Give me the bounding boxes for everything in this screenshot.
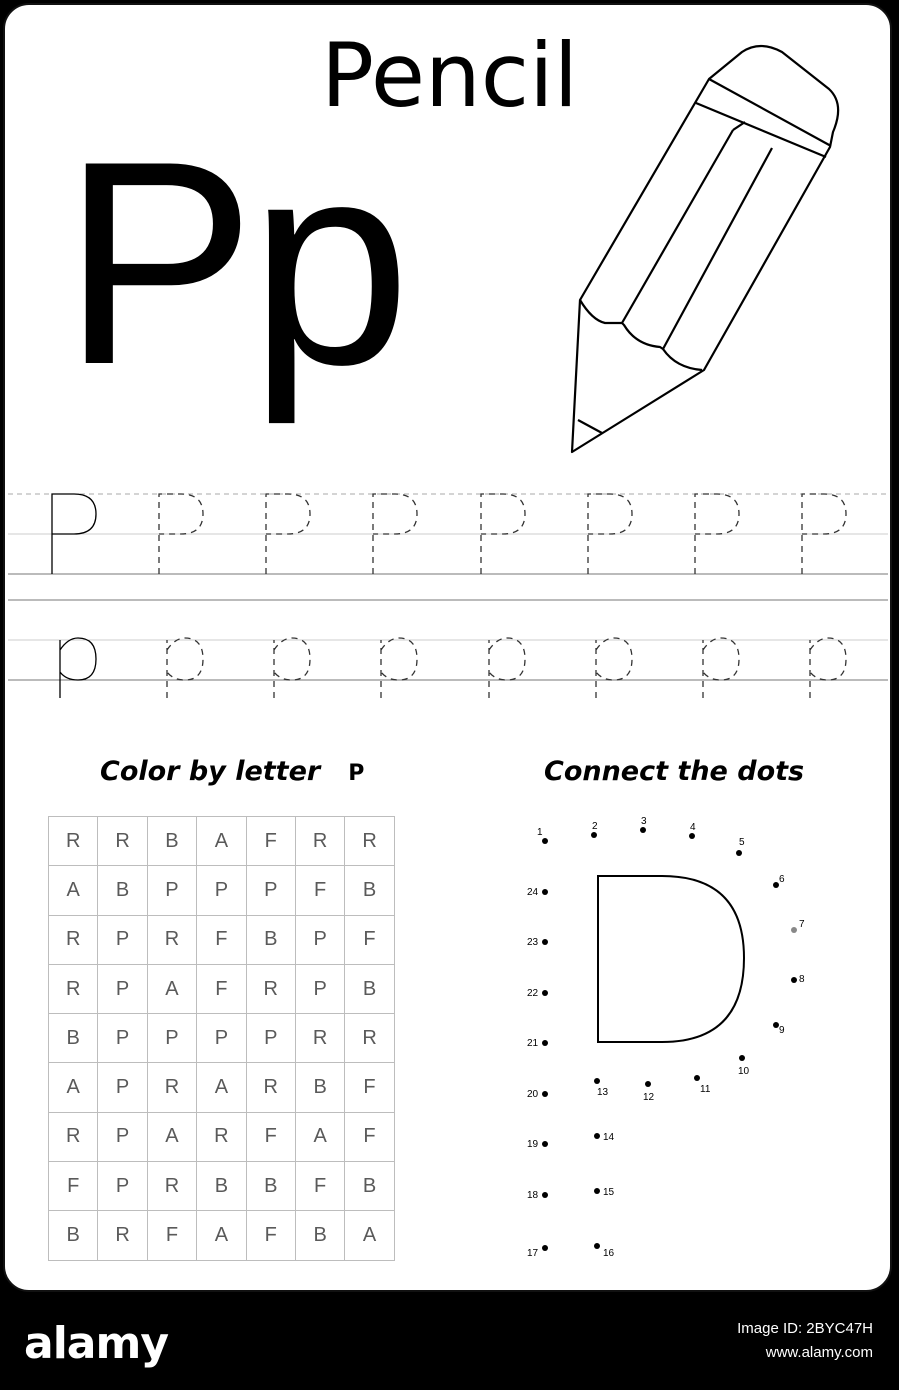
- dot-label: 11: [700, 1084, 711, 1095]
- grid-cell[interactable]: F: [345, 1063, 394, 1112]
- tracing-area: [0, 470, 899, 710]
- grid-cell[interactable]: R: [49, 817, 98, 866]
- grid-row: [49, 866, 395, 915]
- dot-label: 23: [527, 937, 539, 948]
- grid-cell[interactable]: F: [246, 1211, 295, 1260]
- grid-row: [49, 915, 395, 964]
- dot-label: 14: [603, 1132, 615, 1143]
- grid-cell[interactable]: F: [345, 915, 394, 964]
- grid-cell[interactable]: P: [98, 1014, 147, 1063]
- grid-cell[interactable]: F: [197, 915, 246, 964]
- grid-cell[interactable]: R: [49, 964, 98, 1013]
- watermark-footer: [0, 1296, 899, 1390]
- grid-cell[interactable]: R: [147, 1162, 196, 1211]
- dot-label: 2: [592, 821, 598, 832]
- dot-label: 15: [603, 1187, 615, 1198]
- grid-row: [49, 1063, 395, 1112]
- dot-label: 18: [527, 1190, 539, 1201]
- grid-cell[interactable]: R: [246, 1063, 295, 1112]
- lowercase-trace-glyph: [596, 638, 632, 698]
- grid-cell[interactable]: B: [197, 1162, 246, 1211]
- dot-label: 10: [738, 1066, 750, 1077]
- pencil-illustration: [560, 40, 860, 460]
- grid-cell[interactable]: P: [295, 964, 344, 1013]
- color-by-letter-heading: [100, 756, 364, 787]
- grid-cell[interactable]: B: [345, 866, 394, 915]
- lowercase-tracing-row: [60, 638, 846, 698]
- grid-cell[interactable]: F: [295, 1162, 344, 1211]
- dot-label: 4: [690, 822, 696, 833]
- grid-cell[interactable]: P: [197, 1014, 246, 1063]
- grid-row: [49, 964, 395, 1013]
- color-target-letter: P: [348, 761, 365, 786]
- grid-cell[interactable]: B: [147, 817, 196, 866]
- lowercase-trace-glyph: [703, 638, 739, 698]
- grid-cell[interactable]: F: [295, 866, 344, 915]
- lowercase-trace-glyph: [60, 638, 96, 698]
- grid-cell[interactable]: P: [98, 964, 147, 1013]
- grid-cell[interactable]: F: [246, 817, 295, 866]
- lowercase-trace-glyph: [274, 638, 310, 698]
- grid-cell[interactable]: A: [197, 817, 246, 866]
- lowercase-trace-glyph: [489, 638, 525, 698]
- grid-cell[interactable]: A: [147, 1112, 196, 1161]
- grid-cell[interactable]: F: [49, 1162, 98, 1211]
- grid-cell[interactable]: A: [197, 1211, 246, 1260]
- grid-cell[interactable]: P: [147, 866, 196, 915]
- grid-cell[interactable]: P: [197, 866, 246, 915]
- dot-label: 8: [799, 974, 805, 985]
- grid-cell[interactable]: A: [49, 1063, 98, 1112]
- image-id: Image ID: 2BYC47H: [737, 1320, 873, 1337]
- grid-cell[interactable]: A: [147, 964, 196, 1013]
- grid-cell[interactable]: B: [49, 1211, 98, 1260]
- grid-cell[interactable]: P: [98, 1162, 147, 1211]
- grid-cell[interactable]: R: [197, 1112, 246, 1161]
- grid-cell[interactable]: P: [98, 1063, 147, 1112]
- grid-cell[interactable]: B: [246, 1162, 295, 1211]
- grid-cell[interactable]: R: [345, 817, 394, 866]
- color-by-letter-title: Color by letter: [100, 756, 321, 787]
- grid-cell[interactable]: R: [345, 1014, 394, 1063]
- grid-cell[interactable]: R: [147, 915, 196, 964]
- grid-cell[interactable]: P: [246, 866, 295, 915]
- grid-cell[interactable]: B: [345, 1162, 394, 1211]
- grid-row: [49, 1211, 395, 1260]
- grid-cell[interactable]: P: [295, 915, 344, 964]
- dot-label: 12: [643, 1092, 655, 1103]
- letter-pair: Pp: [62, 101, 405, 425]
- grid-cell[interactable]: B: [295, 1063, 344, 1112]
- dot-label: 5: [739, 837, 745, 848]
- grid-cell[interactable]: B: [295, 1211, 344, 1260]
- grid-cell[interactable]: A: [49, 866, 98, 915]
- grid-cell[interactable]: A: [345, 1211, 394, 1260]
- dot-label: 7: [799, 919, 805, 930]
- dot-label: 13: [597, 1087, 609, 1098]
- grid-cell[interactable]: P: [98, 915, 147, 964]
- dot-label: 16: [603, 1248, 615, 1259]
- grid-cell[interactable]: A: [295, 1112, 344, 1161]
- lowercase-trace-glyph: [381, 638, 417, 698]
- grid-row: [49, 1162, 395, 1211]
- grid-row: [49, 1014, 395, 1063]
- grid-row: [49, 817, 395, 866]
- grid-cell[interactable]: P: [98, 1112, 147, 1161]
- grid-cell[interactable]: R: [147, 1063, 196, 1112]
- grid-cell[interactable]: F: [345, 1112, 394, 1161]
- connect-dots-title: Connect the dots: [544, 756, 805, 787]
- lowercase-trace-glyph: [167, 638, 203, 698]
- grid-cell[interactable]: P: [246, 1014, 295, 1063]
- grid-cell[interactable]: B: [345, 964, 394, 1013]
- grid-cell[interactable]: R: [295, 817, 344, 866]
- dot-label: 20: [527, 1089, 539, 1100]
- grid-cell[interactable]: F: [246, 1112, 295, 1161]
- grid-cell[interactable]: B: [246, 915, 295, 964]
- dot-label: 17: [527, 1248, 539, 1259]
- dot-label: 22: [527, 988, 539, 999]
- dot-label: 24: [527, 887, 539, 898]
- grid-cell[interactable]: R: [246, 964, 295, 1013]
- grid-cell[interactable]: B: [49, 1014, 98, 1063]
- grid-row: [49, 1112, 395, 1161]
- brand-logo: alamy: [24, 1318, 168, 1369]
- dot-label: 21: [527, 1038, 539, 1049]
- dot-label: 19: [527, 1139, 539, 1150]
- grid-cell[interactable]: R: [49, 915, 98, 964]
- word-title: Pencil: [320, 24, 579, 127]
- grid-cell[interactable]: A: [197, 1063, 246, 1112]
- grid-cell[interactable]: R: [295, 1014, 344, 1063]
- grid-cell[interactable]: F: [147, 1211, 196, 1260]
- grid-cell[interactable]: P: [147, 1014, 196, 1063]
- grid-cell[interactable]: F: [197, 964, 246, 1013]
- grid-cell[interactable]: B: [98, 866, 147, 915]
- lowercase-trace-glyph: [810, 638, 846, 698]
- site-url: www.alamy.com: [765, 1344, 873, 1361]
- dot-label: 6: [779, 874, 785, 885]
- dot-label: 9: [779, 1025, 785, 1036]
- dot-label: 1: [537, 827, 543, 838]
- grid-cell[interactable]: R: [49, 1112, 98, 1161]
- dot-label: 3: [641, 816, 647, 827]
- letter-grid: [48, 816, 395, 1261]
- grid-cell[interactable]: R: [98, 1211, 147, 1260]
- grid-cell[interactable]: R: [98, 817, 147, 866]
